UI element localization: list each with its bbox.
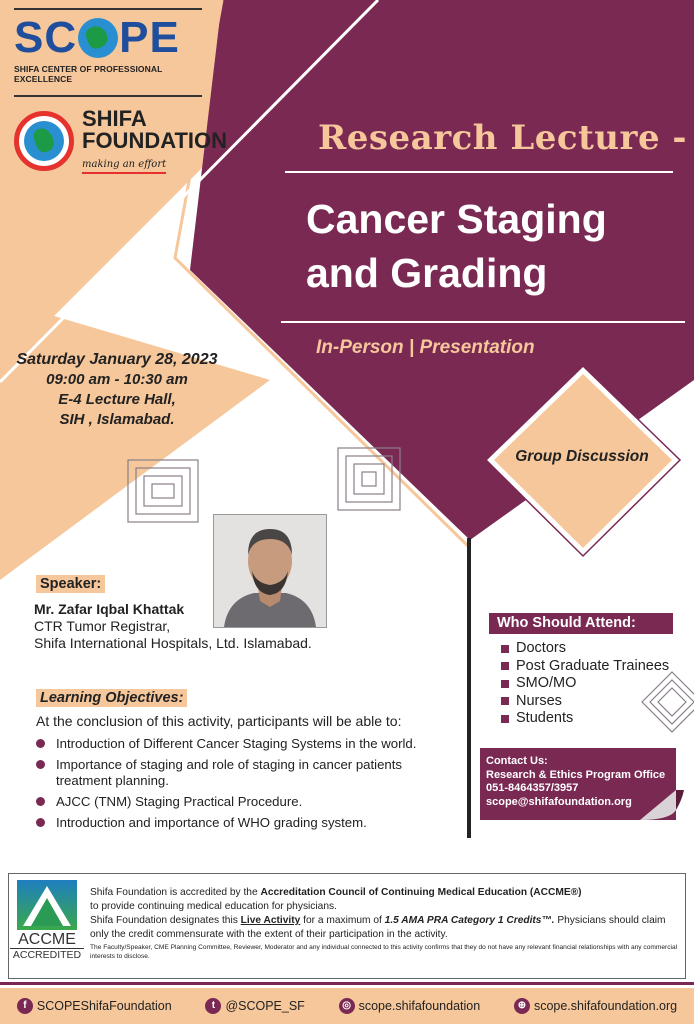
- speaker-info: [34, 601, 312, 652]
- attendee-text: Students: [516, 710, 574, 726]
- objective-text: AJCC (TNM) Staging Practical Procedure.: [56, 794, 303, 809]
- square-bullet-icon: [501, 680, 509, 688]
- vertical-divider: [467, 538, 471, 838]
- objective-text: Importance of staging and role of staging in cancer patients treatment planning.: [56, 757, 403, 788]
- footer-bar: [0, 988, 694, 1024]
- footer-website[interactable]: [514, 998, 677, 1014]
- speaker-name: Mr. Zafar Iqbal Khattak: [34, 601, 185, 617]
- square-bullet-icon: [501, 662, 509, 670]
- accreditation-line-4: only the credit commensurate with the extent of their participation in the activity.: [90, 929, 448, 940]
- list-item: [501, 693, 669, 711]
- title-research-lecture: Research Lecture -: [318, 118, 688, 158]
- contact-label: Contact Us:: [486, 755, 548, 767]
- objective-text: Introduction of Different Cancer Staging Systems in the world.: [56, 736, 417, 751]
- accreditation-p1a: Shifa Foundation is accredited by the: [90, 887, 261, 898]
- shifa-wordmark: [82, 108, 227, 174]
- page-curl-icon: [640, 790, 684, 822]
- accreditation-p3a: Shifa Foundation designates this: [90, 915, 241, 926]
- square-bullet-icon: [501, 715, 509, 723]
- twitter-icon: t: [205, 998, 221, 1014]
- attendee-text: Post Graduate Trainees: [516, 657, 670, 674]
- logo-divider: [14, 95, 202, 97]
- top-rule: [14, 8, 202, 10]
- event-venue-1: E-4 Lecture Hall,: [58, 391, 176, 408]
- twitter-handle: @SCOPE_SF: [225, 999, 305, 1013]
- square-bullet-icon: [501, 697, 509, 705]
- who-should-attend-list: [501, 640, 669, 728]
- scope-pe: PE: [119, 13, 180, 62]
- list-item: [501, 658, 669, 676]
- title-main-line2: and Grading: [306, 250, 548, 296]
- accreditation-line-2: to provide continuing medical education for physicians.: [90, 901, 337, 912]
- contact-email[interactable]: scope@shifafoundation.org: [486, 795, 632, 808]
- event-venue-2: SIH , Islamabad.: [59, 411, 175, 428]
- accreditation-line-1: [90, 886, 680, 900]
- bullet-icon: [36, 818, 45, 827]
- accme-word: ACCME: [18, 931, 76, 948]
- title-main: [306, 192, 607, 300]
- scope-sc: SC: [14, 13, 78, 62]
- facebook-icon: f: [17, 998, 33, 1014]
- list-item: [501, 675, 669, 693]
- website-url: scope.shifafoundation.org: [533, 999, 678, 1013]
- instagram-icon: ◎: [339, 998, 355, 1014]
- accme-accredited: ACCREDITED: [10, 948, 84, 962]
- objective-text: Introduction and importance of WHO grading system.: [56, 815, 367, 830]
- list-item: [36, 815, 456, 831]
- bullet-icon: [36, 760, 45, 769]
- scope-logo: [14, 14, 204, 84]
- footer-band-stroke: [0, 982, 694, 985]
- shifa-name-2: FOUNDATION: [82, 128, 228, 153]
- accreditation-p3c: for a maximum of: [300, 915, 385, 926]
- contact-office: Research & Ethics Program Office: [486, 768, 666, 781]
- accreditation-p3b: Live Activity: [240, 915, 301, 926]
- title-main-line1: Cancer Staging: [306, 196, 607, 242]
- speaker-label: Speaker:: [36, 575, 105, 593]
- instagram-handle: scope.shifafoundation: [358, 999, 481, 1013]
- accme-logo: [10, 880, 84, 962]
- globe-icon: [78, 18, 118, 58]
- speaker-org: Shifa International Hospitals, Ltd. Islamabad.: [34, 635, 312, 651]
- speaker-role: CTR Tumor Registrar,: [34, 618, 171, 634]
- attendee-text: Nurses: [516, 692, 562, 709]
- accreditation-line-3: [90, 914, 680, 928]
- accreditation-text: [90, 886, 680, 961]
- accreditation-p3e: Physicians should claim: [554, 915, 666, 926]
- disclosure-text: The Faculty/Speaker, CME Planning Committee, Reviewer, Moderator and any individual connected to this activity confirms that they do not have any relevant financial relationships with any commercial interests to disclose.: [90, 944, 678, 960]
- learning-objectives-intro: At the conclusion of this activity, participants will be able to:: [36, 713, 402, 729]
- scope-wordmark: [14, 14, 204, 62]
- who-should-attend-header: Who Should Attend:: [489, 613, 673, 634]
- event-date: Saturday January 28, 2023: [16, 351, 218, 368]
- shifa-foundation-logo: [14, 108, 227, 174]
- format-text: In-Person | Presentation: [316, 337, 535, 358]
- attendee-text: Doctors: [516, 640, 566, 656]
- footer-twitter[interactable]: [205, 998, 304, 1014]
- accreditation-p1b: Accreditation Council of Continuing Medical Education (ACCME®): [260, 887, 582, 898]
- facebook-handle: SCOPEShifaFoundation: [36, 999, 172, 1013]
- footer-instagram[interactable]: [339, 998, 481, 1014]
- scope-subtitle: SHIFA CENTER OF PROFESSIONAL EXCELLENCE: [14, 64, 163, 84]
- event-time: 09:00 am - 10:30 am: [46, 371, 188, 388]
- square-bullet-icon: [501, 645, 509, 653]
- shifa-name-1: SHIFA: [82, 106, 147, 131]
- title-rule-top: [285, 171, 673, 173]
- attendee-text: SMO/MO: [516, 675, 577, 691]
- bullet-icon: [36, 739, 45, 748]
- accme-emblem-icon: [17, 880, 77, 930]
- list-item: [36, 757, 456, 789]
- globe-web-icon: ⊕: [514, 998, 530, 1014]
- accreditation-p3d: 1.5 AMA PRA Category 1 Credits™.: [384, 915, 555, 926]
- group-discussion: Group Discussion: [515, 448, 649, 465]
- learning-objectives-label: Learning Objectives:: [36, 689, 187, 707]
- contact-phone[interactable]: 051-8464357/3957: [486, 782, 579, 794]
- list-item: [501, 710, 669, 728]
- learning-objectives-list: [36, 736, 456, 836]
- title-rule-bottom: [281, 321, 685, 323]
- event-details: [6, 350, 228, 430]
- shifa-emblem-icon: [14, 111, 74, 171]
- list-item: [501, 640, 669, 658]
- footer-facebook[interactable]: [17, 998, 172, 1014]
- list-item: [36, 794, 456, 810]
- list-item: [36, 736, 456, 752]
- bullet-icon: [36, 797, 45, 806]
- shifa-tagline: making an effort: [82, 158, 166, 174]
